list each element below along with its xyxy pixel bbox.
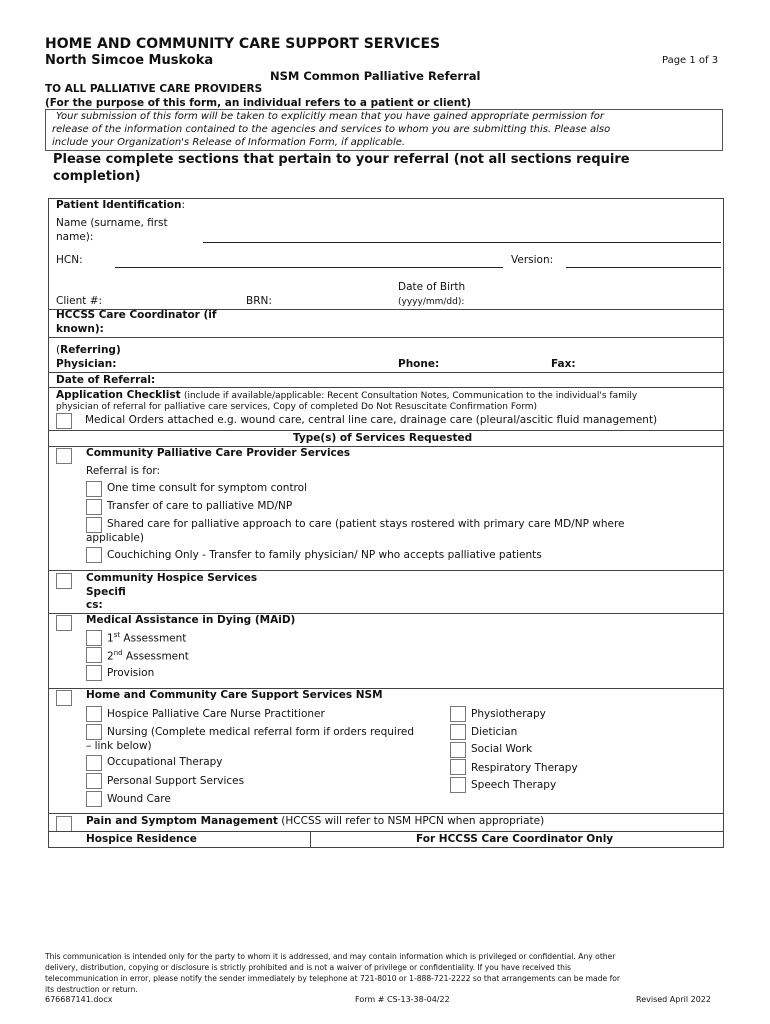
dob-format-hint: (yyyy/mm/dd):: [398, 297, 465, 307]
hccss-services-title: Home and Community Care Support Services NSM: [86, 689, 383, 701]
physician-label: Physician:: [56, 358, 117, 370]
speech-therapy-label: Speech Therapy: [471, 779, 557, 791]
version-label: Version:: [511, 254, 554, 266]
referring-label: (Referring): [56, 344, 121, 356]
hospice-specifics-label-1: Specifi: [86, 586, 126, 598]
hospice-services-checkbox[interactable]: [56, 573, 72, 589]
page-number: Page 1 of 3: [662, 55, 719, 66]
divider: [48, 372, 724, 373]
provision-label: Provision: [107, 667, 155, 679]
notice-line-2: release of the information contained to the agencies and services to whom you are submitting this. Please also: [52, 124, 611, 135]
fax-label: Fax:: [551, 358, 576, 370]
cpcps-checkbox[interactable]: [56, 448, 72, 464]
physiotherapy-checkbox[interactable]: [450, 706, 466, 722]
checklist-desc-2: physician of referral for palliative care services, Copy of completed Do Not Resuscitate Confirmation Form): [56, 402, 538, 412]
respiratory-therapy-label: Respiratory Therapy: [471, 762, 578, 774]
hcn-label: HCN:: [56, 254, 83, 266]
transfer-of-care-checkbox[interactable]: [86, 499, 102, 515]
coordinator-only-label: For HCCSS Care Coordinator Only: [416, 833, 614, 845]
hcn-field[interactable]: [115, 267, 503, 268]
name-label-1: Name (surname, first: [56, 217, 168, 229]
phone-label: Phone:: [398, 358, 440, 370]
medical-orders-label: Medical Orders attached e.g. wound care, central line care, drainage care (pleural/ascitic fluid management): [85, 414, 658, 426]
application-checklist: Application Checklist (include if available/applicable: Recent Consultation Notes, Communication to the individual's family: [56, 389, 638, 401]
transfer-of-care-label: Transfer of care to palliative MD/NP: [107, 500, 293, 512]
nursing-label: Nursing (Complete medical referral form if orders required: [107, 726, 415, 738]
couchiching-checkbox[interactable]: [86, 547, 102, 563]
shared-care-checkbox[interactable]: [86, 517, 102, 533]
form-title: NSM Common Palliative Referral: [270, 69, 481, 83]
notice-line-1: Your submission of this form will be taken to explicitly mean that you have gained appropriate permission for: [56, 111, 605, 122]
dietician-checkbox[interactable]: [450, 724, 466, 740]
provision-checkbox[interactable]: [86, 665, 102, 681]
maid-checkbox[interactable]: [56, 615, 72, 631]
dietician-label: Dietician: [471, 726, 518, 738]
physiotherapy-label: Physiotherapy: [471, 708, 546, 720]
wound-care-label: Wound Care: [107, 793, 171, 805]
divider: [48, 813, 724, 814]
couchiching-label: Couchiching Only - Transfer to family physician/ NP who accepts palliative patients: [107, 549, 542, 561]
medical-orders-checkbox[interactable]: [56, 413, 72, 429]
form-number: Form # CS-13-38-04/22: [355, 995, 450, 1004]
hospice-specifics-label-2: cs:: [86, 599, 103, 611]
speech-therapy-checkbox[interactable]: [450, 777, 466, 793]
patient-identification-heading: Patient Identification:: [56, 199, 185, 211]
hpc-nurse-practitioner-checkbox[interactable]: [86, 706, 102, 722]
nursing-checkbox[interactable]: [86, 724, 102, 740]
name-field[interactable]: [203, 242, 721, 243]
name-label-2: name):: [56, 231, 94, 243]
org-title: HOME AND COMMUNITY CARE SUPPORT SERVICES: [45, 36, 441, 52]
confidentiality-line-1: This communication is intended only for the party to whom it is addressed, and may contain information which is privileged or confidential. Any other: [45, 952, 616, 961]
revised-date: Revised April 2022: [636, 995, 711, 1004]
social-work-label: Social Work: [471, 743, 533, 755]
shared-care-label-cont: applicable): [86, 532, 144, 544]
divider: [48, 337, 724, 338]
hccss-services-checkbox[interactable]: [56, 690, 72, 706]
pain-symptom-checkbox[interactable]: [56, 816, 72, 832]
instruction-line-1: Please complete sections that pertain to your referral (not all sections require: [53, 152, 630, 167]
instruction-line-2: completion): [53, 169, 141, 184]
dob-label: Date of Birth: [398, 281, 466, 293]
second-assessment-label: 2nd Assessment: [107, 649, 189, 663]
hpc-nurse-practitioner-label: Hospice Palliative Care Nurse Practitioner: [107, 708, 325, 720]
services-requested-heading: Type(s) of Services Requested: [293, 432, 473, 444]
referral-for-label: Referral is for:: [86, 465, 161, 477]
occupational-therapy-checkbox[interactable]: [86, 755, 102, 771]
region-title: North Simcoe Muskoka: [45, 53, 214, 68]
notice-line-3: include your Organization's Release of Information Form, if applicable.: [52, 137, 406, 148]
confidentiality-line-4: its destruction or return.: [45, 985, 138, 994]
first-assessment-label: 1st Assessment: [107, 631, 187, 645]
brn-label: BRN:: [246, 295, 272, 307]
personal-support-checkbox[interactable]: [86, 773, 102, 789]
social-work-checkbox[interactable]: [450, 742, 466, 758]
second-assessment-checkbox[interactable]: [86, 647, 102, 663]
divider: [48, 387, 724, 388]
document-id: 676687141.docx: [45, 995, 113, 1004]
coordinator-label-1: HCCSS Care Coordinator (if: [56, 309, 217, 321]
divider: [48, 430, 724, 431]
first-assessment-checkbox[interactable]: [86, 630, 102, 646]
version-field[interactable]: [566, 267, 721, 268]
confidentiality-line-2: delivery, distribution, copying or disclosure is strictly prohibited and is not a waiver of privilege or confidentiality. If you have received this: [45, 963, 572, 972]
pain-symptom-management: Pain and Symptom Management (HCCSS will refer to NSM HPCN when appropriate): [86, 815, 545, 827]
purpose-note: (For the purpose of this form, an individual refers to a patient or client): [45, 97, 472, 109]
one-time-consult-checkbox[interactable]: [86, 481, 102, 497]
occupational-therapy-label: Occupational Therapy: [107, 756, 223, 768]
personal-support-label: Personal Support Services: [107, 775, 245, 787]
coordinator-label-2: known):: [56, 323, 104, 335]
cpcps-title: Community Palliative Care Provider Services: [86, 447, 351, 459]
client-number-label: Client #:: [56, 295, 103, 307]
hospice-residence-label: Hospice Residence: [86, 833, 197, 845]
respiratory-therapy-checkbox[interactable]: [450, 759, 466, 775]
shared-care-label: Shared care for palliative approach to care (patient stays rostered with primary care MD/NP where: [107, 518, 625, 530]
wound-care-checkbox[interactable]: [86, 791, 102, 807]
divider: [48, 570, 724, 571]
audience-heading: TO ALL PALLIATIVE CARE PROVIDERS: [45, 83, 263, 95]
column-divider: [310, 831, 311, 848]
date-of-referral-label: Date of Referral:: [56, 374, 156, 386]
hospice-services-title: Community Hospice Services: [86, 572, 258, 584]
nursing-label-cont: – link below): [86, 740, 152, 752]
one-time-consult-label: One time consult for symptom control: [107, 482, 307, 494]
confidentiality-line-3: telecommunication in error, please notify the sender immediately by telephone at 721-8010 or 1-888-721-2222 so that arrangements can be made for: [45, 974, 621, 983]
maid-title: Medical Assistance in Dying (MAiD): [86, 614, 296, 626]
divider: [48, 831, 724, 832]
